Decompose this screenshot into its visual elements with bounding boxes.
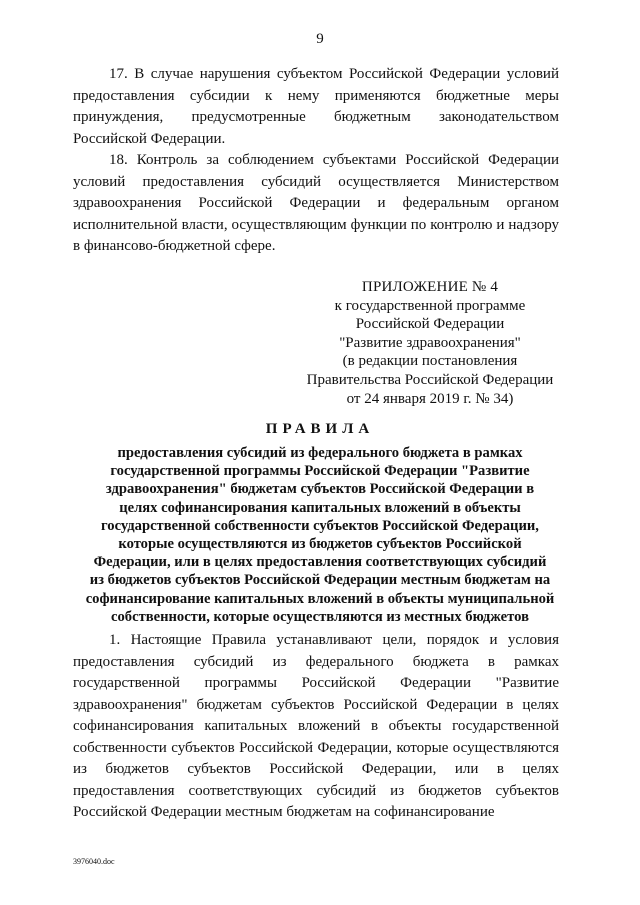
appendix-line: Российской Федерации: [355, 316, 505, 333]
paragraph-17: 17. В случае нарушения субъектом Российской Федерации условий предоставления субсидии к нему применяются бюджетные меры принуждения, предусмотренные бюджетным законодательством Российской Федерации.: [73, 66, 559, 147]
paragraph-1: 1. Настоящие Правила устанавливают цели, порядок и условия предоставления субсидий из федерального бюджета в рамках государственной программы Российской Федерации "Развитие здравоохранения" бюджетам субъектов Российской Федерации в целях софинансирования капитальных вложений в объекты государственной собственности субъектов Российской Федерации, которые осуществляются из бюджетов субъектов Российской Федерации, или в целях предоставления соответствующих субсидий из бюджетов субъектов Российской Федерации местным бюджетам на софинансирование: [73, 632, 559, 820]
appendix-block: [300, 278, 560, 408]
appendix-line: "Развитие здравоохранения": [339, 334, 521, 351]
document-file-code: 3976040.doc: [73, 857, 115, 866]
body-text-bottom: [73, 630, 559, 824]
page-number: 9: [316, 31, 324, 47]
appendix-line: от 24 января 2019 г. № 34): [346, 390, 514, 407]
rules-heading: ПРАВИЛА: [265, 421, 375, 437]
appendix-title: ПРИЛОЖЕНИЕ № 4: [361, 279, 499, 295]
appendix-line: к государственной программе: [334, 297, 526, 314]
rules-subtitle: предоставления субсидий из федерального бюджета в рамках государственной программы Российской Федерации "Развитие здравоохранения" бюджетам субъектов Российской Федерации в целях софинансирования капитальных вложений в объекты государственной собственности субъектов Российской Федерации, которые осуществляются из бюджетов субъектов Российской Федерации, или в целях предоставления соответствующих субсидий из бюджетов субъектов Российской Федерации местным бюджетам на софинансирование капитальных вложений в объекты муниципальной собственности, которые осуществляются из местных бюджетов: [85, 445, 555, 625]
appendix-line: (в редакции постановления: [342, 353, 518, 370]
appendix-line: Правительства Российской Федерации: [306, 371, 554, 388]
body-text-top: [73, 64, 559, 258]
paragraph-18: 18. Контроль за соблюдением субъектами Российской Федерации условий предоставления субсидий осуществляется Министерством здравоохранения Российской Федерации и федеральным органом исполнительной власти, осуществляющим функции по контролю и надзору в финансово-бюджетной сфере.: [73, 152, 559, 254]
